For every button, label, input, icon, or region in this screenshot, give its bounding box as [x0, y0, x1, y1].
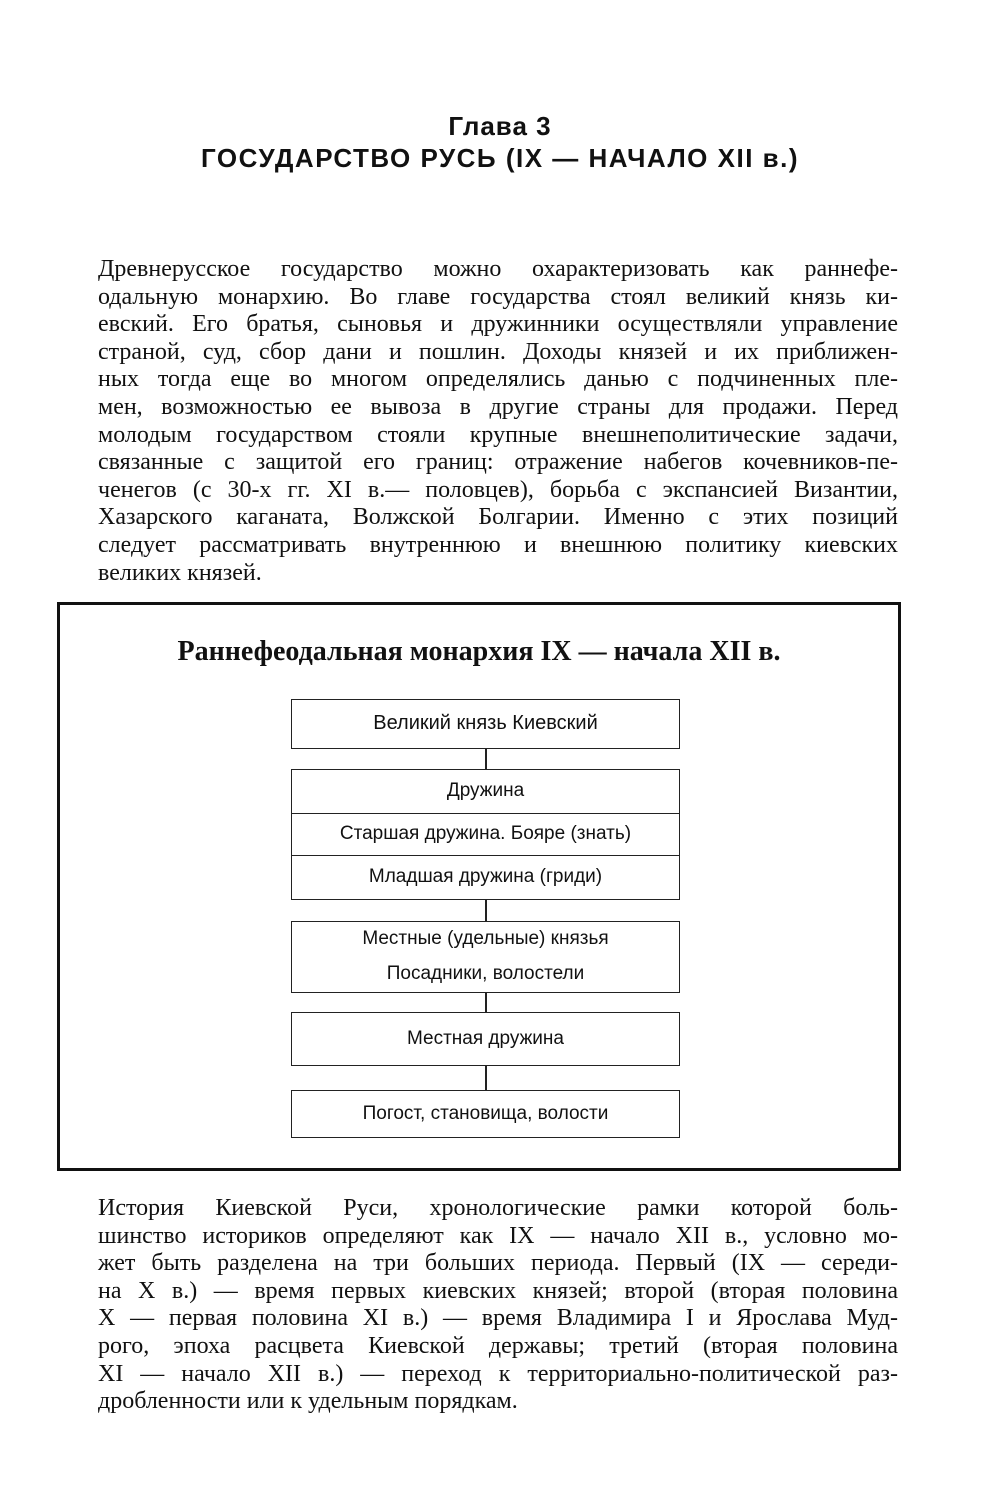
label-grand-prince: Великий князь Киевский — [373, 712, 598, 734]
label-senior-druzhina: Старшая дружина. Бояре (знать) — [292, 813, 679, 856]
chapter-title: ГОСУДАРСТВО РУСЬ (IX — НАЧАЛО XII в.) — [200, 143, 800, 173]
text-line: молодым государством стояли крупные внешнеполитические задачи, — [98, 421, 898, 448]
text-line: на X в.) — время первых киевских князей; второй (вторая половина — [98, 1277, 898, 1304]
text-line: следует рассматривать внутреннюю и внешнюю политику киевских — [98, 531, 898, 558]
text-line: евский. Его братья, сыновья и дружинники осуществляли управление — [98, 311, 898, 338]
box-pogost — [291, 1090, 680, 1138]
text-line: XI — начало XII в.) — переход к территориально-политической раз- — [98, 1360, 898, 1387]
connector-line — [485, 900, 487, 921]
connector-line — [485, 1066, 487, 1090]
text-line: жет быть разделена на три больших периода. Первый (IX — середи- — [98, 1250, 898, 1277]
text-line: Хазарского каганата, Волжской Болгарии. Именно с этих позиций — [98, 504, 898, 531]
box-druzhina — [291, 769, 680, 900]
label-druzhina: Дружина — [446, 780, 525, 802]
label-local-druzhina: Местная дружина — [407, 1027, 564, 1049]
chapter-number: Глава 3 — [448, 111, 552, 141]
paragraph-intro — [98, 256, 898, 587]
box-grand-prince — [291, 699, 680, 749]
diagram-title: Раннефеодальная монархия IX — начала XII в. — [177, 636, 781, 667]
text-line: страной, суд, сбор дани и пошлин. Доходы князей и их приближен- — [98, 338, 898, 365]
text-line: одальную монархию. Во главе государства стоял великий князь ки- — [98, 283, 898, 310]
chapter-heading — [0, 110, 1000, 174]
text-line: связанные с защитой его границ: отражение набегов кочевников-пе- — [98, 449, 898, 476]
text-line: великих князей. — [98, 559, 262, 586]
text-line: дробленности или к удельным порядкам. — [98, 1388, 518, 1415]
label-local-princes: Местные (удельные) князья — [362, 928, 609, 950]
text-line: ных тогда еще во многом определялись данью с подчиненных пле- — [98, 366, 898, 393]
box-local-princes — [291, 921, 680, 993]
label-posadniki: Посадники, волостели — [386, 962, 585, 984]
box-local-druzhina — [291, 1012, 680, 1066]
text-line: Древнерусское государство можно охарактеризовать как раннефе- — [98, 256, 898, 282]
text-line: мен, возможностью ее вывоза в другие страны для продажи. Перед — [98, 393, 898, 420]
text-line: История Киевской Руси, хронологические рамки которой боль- — [98, 1195, 898, 1221]
label-pogost: Погост, становища, волости — [362, 1102, 609, 1124]
label-junior-druzhina: Младшая дружина (гриди) — [292, 855, 679, 898]
paragraph-periods — [98, 1195, 898, 1416]
text-line: шинство историков определяют как IX — начало XII в., условно мо- — [98, 1222, 898, 1249]
text-line: рого, эпоха расцвета Киевской державы; третий (вторая половина — [98, 1332, 898, 1359]
connector-line — [485, 749, 487, 769]
text-line: X — первая половина XI в.) — время Владимира I и Ярослава Муд- — [98, 1305, 898, 1332]
text-line: ченегов (с 30-х гг. XI в.— половцев), борьба с экспансией Византии, — [98, 476, 898, 503]
hierarchy-diagram — [57, 602, 901, 1171]
connector-line — [485, 993, 487, 1012]
